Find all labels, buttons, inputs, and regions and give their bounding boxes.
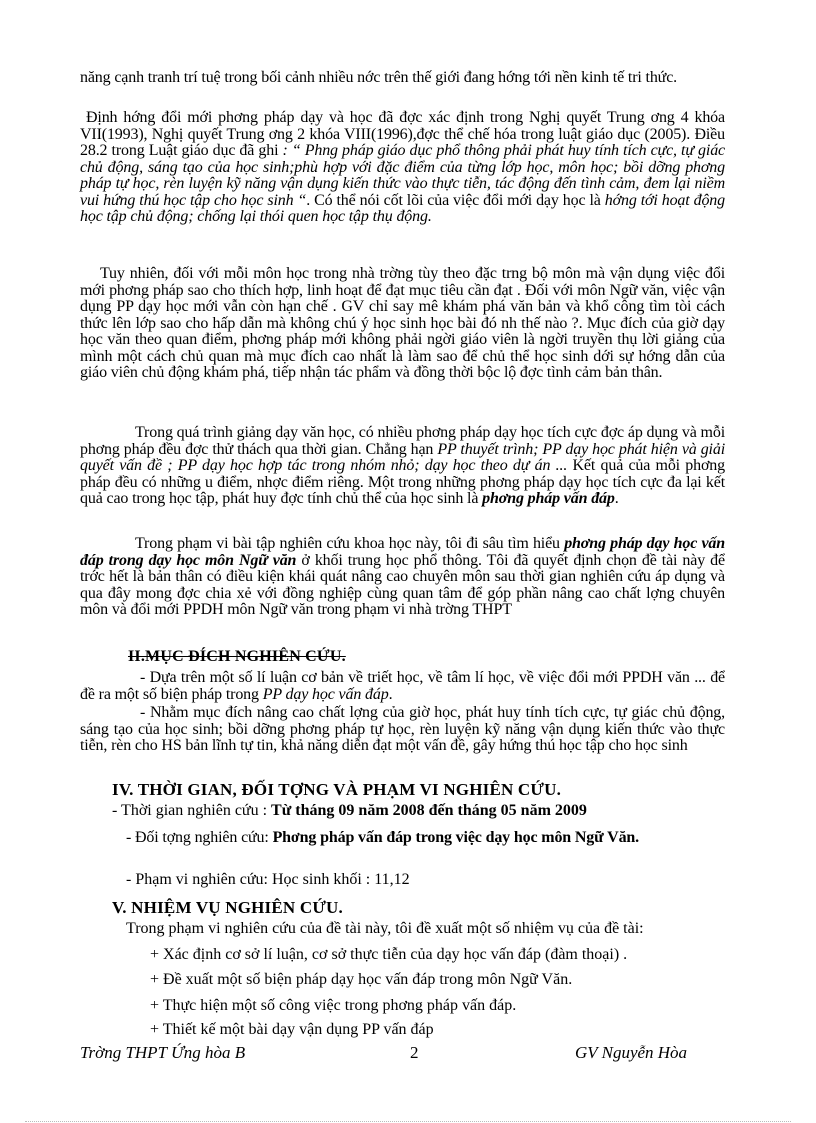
task-item: + Thiết kế một bài dạy vận dụng PP vấn đáp [150,1021,434,1038]
section-5-heading: V. NHIỆM VỤ NGHIÊN CỨU. [112,898,343,917]
page-bottom-divider [25,1121,791,1122]
paragraph-orientation: Định hớng đổi mới phơng pháp dạy và học đã đợc xác định trong Nghị quyết Trung ơng 4 khóa VII(1993), Nghị quyết Trung ơng 2 khóa VIII(1996),đợc thể chế hóa trong luật giáo dục (2005). Điều 28.2 trong Luật giáo dục đã ghi : “ Phng pháp giáo dục phổ thông phải phát huy tính tích cực, tự giác chủ động, sáng tạo của học sinh;phù hợp với đặc điểm của từng lớp học, môn học; bồi dỡng phơng pháp tự học, rèn luyện kỹ năng vận dụng kiến thức vào thực tiễn, tác động đến tình cảm, đem lại niềm vui hứng thú học tập cho học sinh “. Có thể nói cốt lõi của việc đổi mới dạy học là hớng tới hoạt động học tập chủ động; chống lại thói quen học tập thụ động. [80,109,725,225]
task-item: + Thực hiện một số công việc trong phơng pháp vấn đáp. [150,997,517,1014]
research-topic: phơng pháp dạy học vấn đáp trong dạy học môn Ngữ văn [80,535,725,569]
key-term: phơng pháp vấn đáp [482,490,615,507]
research-scope: - Phạm vi nghiên cứu: Học sinh khối : 11,12 [126,871,410,888]
tasks-intro: Trong phạm vi nghiên cứu của đề tài này, tôi đề xuất một số nhiệm vụ của đề tài: [126,920,644,937]
section-4-heading: IV. THỜI GIAN, ĐỐI TỢNG VÀ PHẠM VI NGHIÊN CỨU. [112,780,562,799]
task-item: + Xác định cơ sở lí luận, cơ sở thực tiễn của dạy học vấn đáp (đàm thoại) . [150,946,628,963]
page-number: 2 [410,1043,419,1062]
paragraph-process: Trong quá trình giảng dạy văn học, có nhiều phơng pháp dạy học tích cực đợc áp dụng và mỗi phơng pháp đều đợc thử thách qua thời gian. Chẳng hạn PP thuyết trình; PP dạy học phát hiện và giải quyết vấn đề ; PP dạy học hợp tác trong nhóm nhỏ; dạy học theo dự án ... Kết quả của mỗi phơng pháp đều có những u điểm, nhợc điểm riêng. Một trong những phơng pháp dạy học tích cực đa lại kết quả cao trong học tập, phát huy đợc tính chủ thể của học sinh là phơng pháp vấn đáp. [80,424,725,507]
paragraph-however: Tuy nhiên, đối với mỗi môn học trong nhà trờng tùy theo đặc trng bộ môn mà vận dụng việc đổi mới phơng pháp sao cho thích hợp, linh hoạt để đạt mục tiêu cần đạt . Đối với môn Ngữ văn, việc vận dụng PP dạy học mới vẫn còn hạn chế . GV chỉ say mê khám phá văn bản và khổ công tìm tòi cách thức lên lớp sao cho hấp dẫn mà không chú ý học sinh học bài đó nh thế nào ?. Mục đích của giờ dạy học văn theo quan điểm, phơng pháp mới không phải ngời giáo viên là ngời truyền thụ lời giảng của mình một cách chủ quan mà mục đích cao nhất là làm sao để chủ thể học sinh dới sự hớng dẫn của giáo viên chủ động khám phá, tiếp nhận tác phẩm và đồng thời bộc lộ đợc tình cảm bản thân. [80,265,725,381]
law-quote: : “ Phng pháp giáo dục phổ thông phải phát huy tính tích cực, tự giác chủ động, sáng tạo của học sinh;phù hợp với đặc điểm của từng lớp học, môn học; bồi dỡng phơng pháp tự học, rèn luyện kỹ năng vận dụng kiến thức vào thực tiễn, tác động đến tình cảm, đem lại niềm vui hứng thú học tập cho học sinh “ [80,142,725,209]
section-2-item-2: - Nhằm mục đích nâng cao chất lợng của giờ học, phát huy tính tích cực, tự giác chủ động, sáng tạo của học sinh; bồi dỡng phơng pháp tự học, rèn luyện kỹ năng vận dụng kiến thức vào thực tiễn, rèn cho HS bản lĩnh tự tin, khả năng diễn đạt một vấn đề, gây hứng thú học tập cho học sinh [80,704,725,754]
research-object: - Đối tợng nghiên cứu: Phơng pháp vấn đáp trong việc dạy học môn Ngữ Văn. [126,829,640,846]
paragraph-scope: Trong phạm vi bài tập nghiên cứu khoa học này, tôi đi sâu tìm hiểu phơng pháp dạy học vấn đáp trong dạy học môn Ngữ văn ở khối trung học phổ thông. Tôi đã quyết định chọn đề tài này để trớc hết là bản thân có điều kiện khái quát nâng cao chuyên môn sau thời gian nghiên cứu áp dụng và qua đây mong đợc chia xẻ với đồng nghiệp cùng quan tâm để góp phần nâng cao chất lợng chuyên môn và đổi mới PPDH môn Ngữ văn trong phạm vi nhà trờng THPT [80,535,725,618]
footer-school: Trờng THPT Ứng hòa B [80,1043,246,1062]
section-2-item-1: - Dựa trên một số lí luận cơ bản về triết học, về tâm lí học, về việc đổi mới PPDH văn ... để đề ra một số biện pháp trong PP dạy học vấn đáp. [80,669,725,703]
paragraph-intro: năng cạnh tranh trí tuệ trong bối cảnh nhiều nớc trên thế giới đang hớng tới nền kinh tế tri thức. [80,69,677,86]
section-2-heading: II.MỤC ĐÍCH NGHIÊN CỨU. [128,648,346,665]
research-time: - Thời gian nghiên cứu : Từ tháng 09 năm 2008 đến tháng 05 năm 2009 [112,802,587,819]
footer-teacher: GV Nguyễn Hòa [575,1043,688,1062]
task-item: + Đề xuất một số biện pháp dạy học vấn đáp trong môn Ngữ Văn. [150,971,573,988]
